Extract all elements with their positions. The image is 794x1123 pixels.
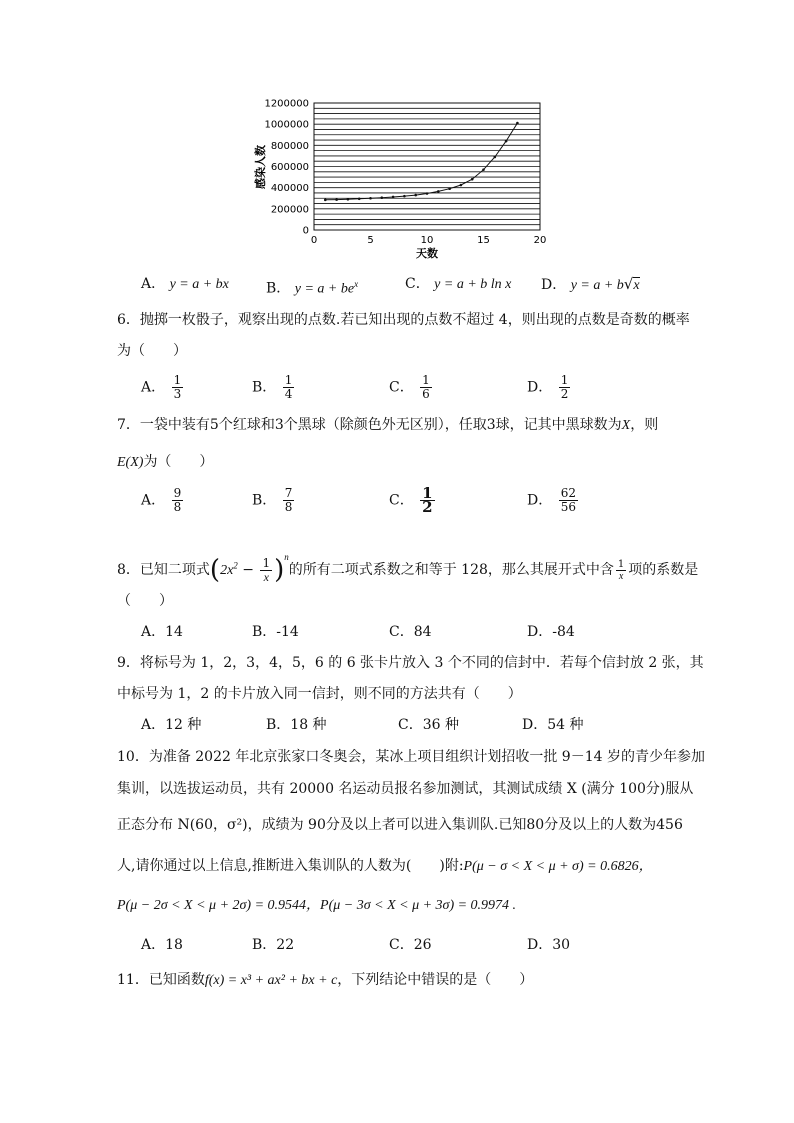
q11-stem-line1	[117, 970, 533, 991]
y-tick-labels	[264, 99, 309, 237]
option-label: B．	[266, 717, 291, 733]
q8-option-c	[389, 622, 432, 642]
x-axis-label: 天数	[416, 247, 438, 260]
stem-text: 8．已知二项式	[117, 562, 210, 578]
q7-stem-line1	[117, 415, 658, 436]
power: n	[284, 552, 289, 562]
q9-stem-line2: 中标号为 1，2 的卡片放入同一信封，则不同的方法共有（ ）	[117, 686, 522, 702]
stem-text: 项的系数是	[628, 562, 699, 578]
denominator: x	[618, 570, 624, 582]
option-text: 30	[552, 937, 571, 953]
option-label: A．	[141, 276, 166, 292]
q7-option-b	[252, 487, 296, 514]
option-label: A．	[141, 624, 166, 640]
option-label: B．	[252, 492, 277, 509]
y-tick-label: 1200000	[264, 98, 309, 110]
q8-stem-line1: 8．已知二项式($2x^2$ − $\frac{1}{x}$ )$^n$的所有二项式系数之和等于 128，那么其展开式中含 $\frac{1}{x}$ 项的系数是	[117, 552, 699, 585]
minus-sign: −	[237, 562, 259, 578]
option-label: C．	[389, 379, 414, 396]
option-label: A．	[141, 717, 166, 733]
data-point	[516, 122, 519, 125]
y-tick-label: 0	[302, 225, 309, 237]
denominator: 6	[422, 387, 430, 401]
q5-option-d: D． y = a + b√x	[541, 275, 640, 293]
data-point	[392, 196, 395, 199]
denominator: 3	[173, 387, 182, 401]
stem-text: ，下列结论中错误的是（ ）	[337, 972, 534, 988]
q10-option-b	[252, 935, 294, 955]
probability-formula: P(μ − σ < X < μ + σ) = 0.6826，	[463, 859, 653, 874]
variable: X	[621, 418, 631, 433]
numerator: 7	[284, 486, 293, 500]
stem-text: 的所有二项式系数之和等于 128，那么其展开式中含	[288, 562, 614, 578]
data-point	[426, 192, 429, 195]
numerator: 1	[422, 373, 430, 387]
y-axis-label: 感染人数	[254, 145, 267, 189]
x-tick-label: 10	[420, 235, 434, 246]
stem-text: ，则	[630, 417, 659, 433]
x-tick-label: 5	[367, 235, 374, 246]
q10-stem-line5: P(μ − 2σ < X < μ + 2σ) = 0.9544，P(μ − 3σ < X < μ + 3σ) = 0.9974 .	[117, 898, 517, 913]
data-point	[335, 198, 338, 201]
option-label: D．	[527, 379, 553, 396]
option-label: A．	[141, 492, 166, 509]
q5-option-c	[405, 274, 511, 295]
denominator: 8	[173, 500, 182, 514]
option-label: C．	[398, 717, 423, 733]
expectation-expression: E(X)	[117, 455, 144, 470]
stem-text: 人,请你通过以上信息,推断进入集训队的人数为( )附:	[117, 858, 464, 874]
option-text: 36 种	[422, 717, 459, 733]
option-label: A．	[141, 937, 166, 953]
q10-option-d	[527, 935, 570, 955]
option-text: -84	[552, 624, 575, 640]
q9-option-a	[141, 715, 201, 735]
sqrt-radicand: x	[633, 278, 640, 293]
data-point	[505, 140, 508, 143]
option-fraction	[559, 487, 578, 514]
denominator: x	[263, 569, 269, 584]
q7-option-d	[527, 487, 580, 514]
q10-option-a	[141, 935, 183, 955]
q10-option-c	[389, 935, 432, 955]
option-fraction	[420, 374, 432, 401]
numerator: 1	[422, 484, 433, 502]
x-tick-label: 0	[310, 235, 318, 246]
q6-stem-line1: 6．抛掷一枚骰子，观察出现的点数.若已知出现的点数不超过 4，则出现的点数是奇数的概率	[117, 312, 690, 328]
option-text: 54 种	[547, 717, 584, 733]
numerator: 1	[560, 373, 569, 387]
q10-stem-line2: 集训，以选拔运动员，共有 20000 名运动员报名参加测试，其测试成绩 X (满分 100分)服从	[117, 781, 694, 797]
option-label: D．	[522, 717, 548, 733]
y-tick-label: 400000	[270, 183, 309, 195]
q9-option-c	[398, 715, 459, 735]
option-label: B．	[252, 379, 277, 396]
q6-stem-line2: 为（ ）	[117, 343, 187, 359]
numerator: 9	[173, 486, 182, 500]
q8-option-d	[527, 622, 575, 642]
y-tick-label: 600000	[270, 162, 309, 173]
y-tick-label: 800000	[270, 140, 309, 152]
q5-option-a	[141, 274, 229, 295]
denominator: 2	[560, 387, 569, 401]
q7-option-c	[389, 484, 437, 516]
data-point	[482, 168, 485, 171]
option-label: C．	[405, 276, 430, 292]
denominator: 56	[560, 500, 576, 514]
option-text: 22	[276, 937, 295, 953]
q9-stem-line1: 9．将标号为 1，2，3，4，5，6 的 6 张卡片放入 3 个不同的信封中．若每个信封放 2 张，其	[117, 655, 704, 671]
x-tick-label: 15	[477, 235, 490, 246]
numerator: 1	[173, 373, 182, 387]
option-label: C．	[389, 624, 414, 640]
q10-stem-line4	[117, 856, 653, 877]
q6-option-c	[389, 374, 434, 401]
small-fraction	[616, 559, 626, 582]
option-label: D．	[527, 937, 553, 953]
binomial-fraction	[260, 557, 272, 584]
q6-option-b	[252, 374, 296, 401]
q5-option-b	[266, 274, 358, 300]
numerator: 1	[262, 555, 271, 570]
data-point	[347, 198, 350, 201]
option-fraction	[559, 374, 571, 401]
option-text: 18 种	[290, 717, 327, 733]
q8-option-a	[141, 622, 183, 642]
numerator: 1	[284, 373, 293, 387]
option-fraction	[283, 374, 295, 401]
stem-text: 为（ ）	[143, 454, 214, 470]
exponent: 2	[233, 560, 238, 571]
option-label: C．	[389, 492, 414, 509]
option-text: -14	[276, 624, 299, 640]
numerator: 1	[617, 558, 625, 570]
q8-stem-line2: （ ）	[117, 593, 173, 609]
denominator: 4	[284, 387, 293, 401]
q7-stem-line2	[117, 452, 213, 473]
option-label: A．	[141, 379, 166, 396]
data-point	[414, 194, 417, 197]
x-tick-label: 20	[533, 235, 547, 246]
option-text: 26	[413, 937, 432, 953]
stem-text: 7．一袋中装有5个红球和3个黑球（除颜色外无区别），任取3球，记其中黑球数为	[117, 417, 622, 433]
data-point	[460, 184, 463, 187]
option-label: D．	[527, 492, 553, 509]
option-expression: y = a + be	[294, 281, 355, 297]
option-label: D．	[527, 624, 553, 640]
data-point	[448, 187, 451, 190]
option-fraction	[172, 374, 184, 401]
data-point	[358, 197, 361, 200]
q9-option-d	[522, 715, 584, 735]
option-label: B．	[266, 280, 291, 297]
option-exponent: x	[354, 279, 359, 289]
option-fraction	[172, 487, 184, 514]
data-point	[403, 195, 406, 198]
option-fraction	[283, 487, 295, 514]
data-point	[324, 199, 327, 202]
option-expression: y = a + b ln x	[434, 277, 512, 292]
q10-stem-line1: 10．为准备 2022 年北京张家口冬奥会，某冰上项目组织计划招收一批 9－14 岁的青少年参加	[117, 749, 705, 765]
numerator: 62	[560, 486, 576, 500]
x-tick-labels	[311, 235, 547, 246]
function-expression: f(x) = x³ + ax² + bx + c	[204, 973, 338, 988]
option-label: B．	[252, 937, 277, 953]
option-label: D．	[541, 277, 567, 293]
data-point	[437, 190, 440, 193]
denominator: 8	[284, 500, 293, 514]
infection-chart	[250, 95, 560, 265]
stem-text: 11．已知函数	[117, 972, 205, 988]
q9-option-b	[266, 715, 327, 735]
q7-option-a	[141, 487, 185, 514]
data-point	[369, 197, 372, 200]
option-label: B．	[252, 624, 277, 640]
option-expression: y = a + b	[570, 278, 624, 293]
option-text: 12 种	[165, 717, 202, 733]
y-tick-label: 1000000	[264, 119, 309, 131]
option-text: 18	[165, 937, 183, 953]
option-text: 84	[413, 624, 432, 640]
q6-option-a	[141, 374, 185, 401]
option-text: 14	[165, 624, 183, 640]
option-fraction	[420, 484, 434, 516]
data-point	[471, 178, 474, 181]
option-label: C．	[389, 937, 414, 953]
data-point	[494, 156, 497, 159]
q8-option-b	[252, 622, 299, 642]
q6-option-d	[527, 374, 572, 401]
q10-stem-line3: 正态分布 N(60，σ²)，成绩为 90分及以上者可以进入集训队.已知80分及以上的人数为456	[117, 817, 683, 833]
binomial-term: 2x	[220, 563, 234, 578]
option-expression: y = a + bx	[169, 277, 229, 292]
denominator: 2	[422, 498, 433, 516]
y-tick-label: 200000	[270, 204, 309, 216]
data-point	[381, 196, 384, 199]
